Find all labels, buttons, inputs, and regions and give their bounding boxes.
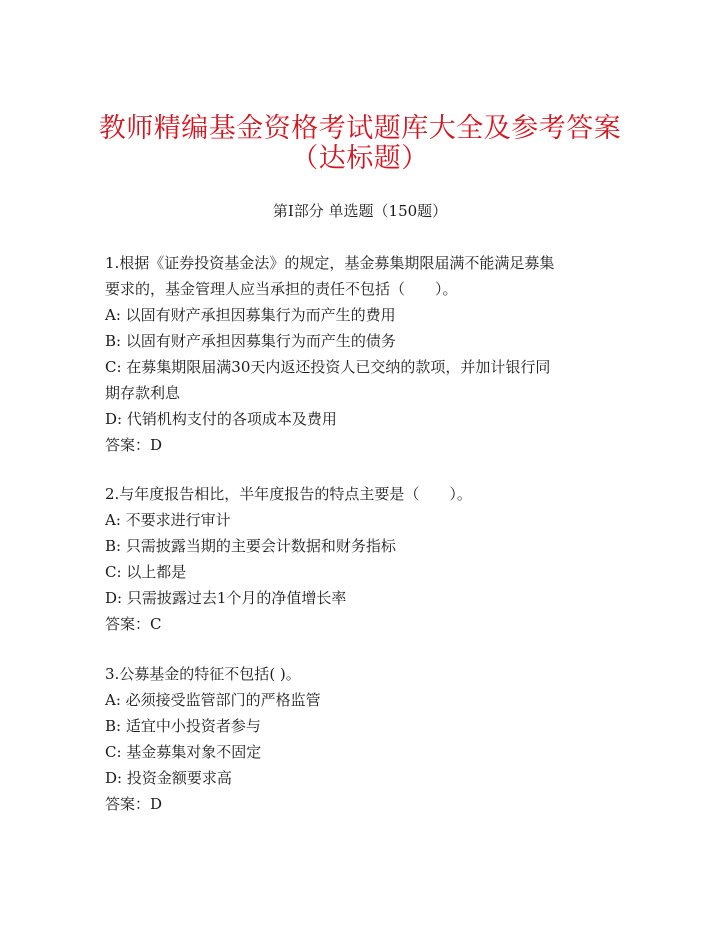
- question-3-option-a: A: 必须接受监管部门的严格监管: [105, 691, 321, 709]
- question-2-option-d: D: 只需披露过去1个月的净值增长率: [105, 589, 347, 607]
- question-1-option-d: D: 代销机构支付的各项成本及费用: [105, 410, 337, 428]
- document-title-line2: （达标题）: [291, 143, 429, 174]
- question-3-answer: 答案：D: [105, 795, 163, 813]
- document-title-line1: 教师精编基金资格考试题库大全及参考答案: [98, 113, 622, 144]
- question-1-option-b: B: 以固有财产承担因募集行为而产生的债务: [105, 332, 396, 350]
- question-2-stem: 2.与年度报告相比，半年度报告的特点主要是（ ）。: [105, 485, 472, 503]
- question-2-option-c: C: 以上都是: [105, 563, 187, 581]
- question-1: [105, 250, 615, 458]
- question-3-option-b: B: 适宜中小投资者参与: [105, 717, 261, 735]
- question-1-answer: 答案：D: [105, 436, 163, 454]
- question-2-option-a: A: 不要求进行审计: [105, 511, 231, 529]
- question-2-option-b: B: 只需披露当期的主要会计数据和财务指标: [105, 537, 396, 555]
- question-3-option-c: C: 基金募集对象不固定: [105, 743, 262, 761]
- question-1-stem-line2: 要求的，基金管理人应当承担的责任不包括（ ）。: [105, 280, 458, 298]
- question-3: [105, 661, 615, 817]
- question-1-option-c-line1: C: 在募集期限届满30天内返还投资人已交纳的款项，并加计银行同: [105, 358, 551, 376]
- question-3-option-d: D: 投资金额要求高: [105, 769, 232, 787]
- question-3-stem: 3.公募基金的特征不包括( )。: [105, 665, 301, 683]
- question-1-option-a: A: 以固有财产承担因募集行为而产生的费用: [105, 306, 396, 324]
- section-heading: 第Ⅰ部分 单选题（150题）: [272, 202, 448, 220]
- question-2: [105, 481, 615, 637]
- question-2-answer: 答案：C: [105, 615, 162, 633]
- question-1-option-c-line2: 期存款利息: [105, 384, 181, 402]
- question-1-stem-line1: 1.根据《证券投资基金法》的规定，基金募集期限届满不能满足募集: [105, 254, 555, 272]
